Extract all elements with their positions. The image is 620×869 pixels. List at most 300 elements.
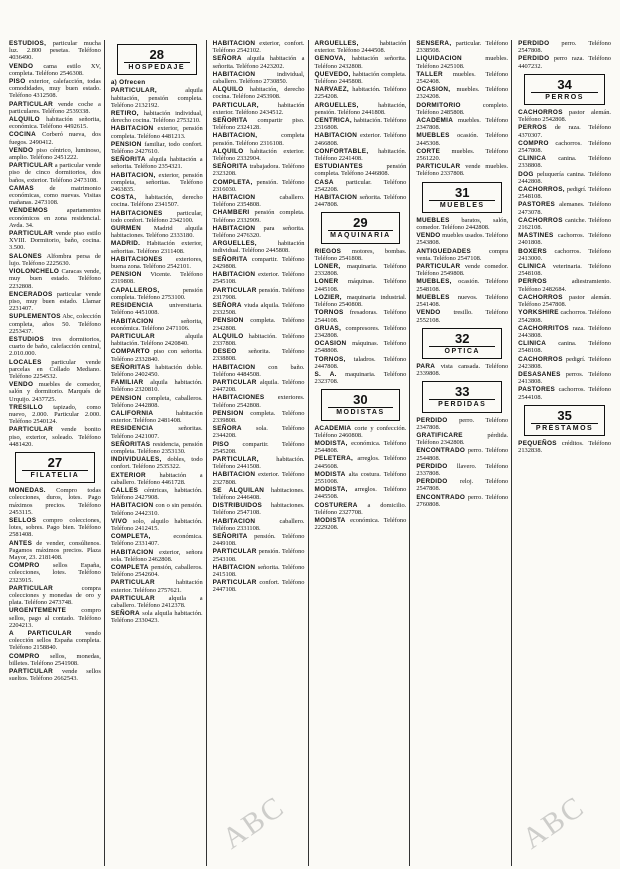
ad-lead: MODISTA xyxy=(314,516,346,524)
ad-lead: CACHORROS xyxy=(518,216,563,224)
ad-text: taladros. Teléfono 2447808. xyxy=(314,355,407,370)
classified-ad xyxy=(416,117,508,131)
ad-lead: SENSERA, xyxy=(416,40,452,47)
ad-lead: CALIFORNIA xyxy=(110,409,154,417)
ad-text: pensión. Teléfono 2543108. xyxy=(212,548,305,563)
classified-ad xyxy=(315,371,407,385)
ad-text: maquinaria industrial. Teléfono 2540808. xyxy=(314,293,407,309)
ad-text: cachorros. Teléfono 2544108. xyxy=(518,386,611,401)
ad-lead: SEÑORA xyxy=(212,425,242,433)
ad-lead: PARTICULAR xyxy=(9,668,54,676)
ad-text: pensión. Teléfono 2316030. xyxy=(212,178,305,193)
ad-lead: HABITACION xyxy=(212,194,256,202)
ad-text: pensión completa. Teléfono 2446808. xyxy=(314,163,407,178)
ad-lead: PARTICULAR xyxy=(9,100,54,108)
ad-text: trabajadora. Teléfono 2323208. xyxy=(212,163,305,178)
classified-ad xyxy=(315,248,407,262)
classified-ad xyxy=(416,71,508,85)
ad-lead: RIEGOS xyxy=(314,247,342,255)
classified-ad xyxy=(518,155,611,169)
ad-lead: MUEBLES xyxy=(416,216,450,224)
ad-text: compartir. Teléfono 2429808. xyxy=(212,255,305,270)
ad-lead: ACADEMIA xyxy=(416,117,454,125)
ad-text: Compro todas colecciones, duros, lotes. Pago máximos precios. Teléfono 2453115. xyxy=(9,487,101,516)
ad-lead: ANTIGUEDADES xyxy=(416,247,472,255)
ad-text: exterior, pensión completa. Teléfono 4481213. xyxy=(110,125,203,140)
ad-text: de vender, consúltenos. Pagamos máximos precios. Plaza Mayor, 23. 2181408. xyxy=(9,539,101,561)
ad-text: reloj. Teléfono 2547808. xyxy=(416,478,509,493)
ad-text: vende coche a particulares. Teléfono 2539338. xyxy=(9,100,101,115)
ad-text: tapizado, como nuevo, 2.000. Particular 2.000. Teléfono 2540124. xyxy=(9,403,101,426)
ad-text: completo. Teléfono 2485808. xyxy=(416,101,509,116)
ad-text: habitaciones. Teléfono 2547108. xyxy=(212,502,305,517)
ad-text: cachorros. Teléfono 2542808. xyxy=(518,309,612,324)
classified-ad xyxy=(213,456,305,470)
classified-ad xyxy=(315,340,407,354)
ad-text: completa pensión. Teléfono 2316108. xyxy=(212,132,305,147)
ad-lead: PERDIDO xyxy=(518,40,550,47)
classified-ad xyxy=(213,71,305,85)
ad-text: maquinaria. Teléfono 2323708. xyxy=(314,370,407,386)
ad-text: perro raza. Teléfono 4407232. xyxy=(518,55,611,70)
ad-lead: PERDIDO xyxy=(518,55,550,63)
ad-text: baratos, salón, comedor. Teléfono 2442808. xyxy=(416,216,509,232)
classified-ad xyxy=(9,426,101,448)
classified-ad xyxy=(213,163,305,177)
classified-ad xyxy=(9,268,101,290)
ad-lead: CLINICA xyxy=(518,155,547,163)
ad-text: habitación. Teléfono 2254208. xyxy=(314,86,407,101)
classified-ad xyxy=(9,63,101,77)
ad-lead: PASTORES xyxy=(518,386,556,394)
classified-ad xyxy=(315,55,407,69)
classified-ad xyxy=(518,186,611,200)
ad-text: perro. Teléfono 2547808. xyxy=(518,40,611,55)
classified-ad xyxy=(416,463,508,477)
classified-ad xyxy=(315,455,407,469)
ad-lead: MUEBLES xyxy=(416,132,450,140)
classified-ad xyxy=(111,348,203,362)
section-number: 34 xyxy=(557,76,572,92)
ad-text: pensión completa. Teléfono 2332909. xyxy=(212,209,305,224)
classified-ad xyxy=(9,78,101,100)
section-header xyxy=(15,452,95,483)
ad-lead: EXTERIOR xyxy=(110,471,146,479)
classified-ad xyxy=(213,364,305,378)
ad-lead: MONEDAS. xyxy=(9,487,46,495)
ad-lead: ACADEMIA xyxy=(314,424,352,432)
classified-ad xyxy=(9,131,101,145)
classified-ad xyxy=(416,163,508,177)
ad-lead: SUPLEMENTOS xyxy=(9,313,61,321)
ad-text: alquila. Teléfono 2447208. xyxy=(212,378,305,394)
ad-lead: COCINA xyxy=(9,131,37,139)
ad-lead: PARTICULAR xyxy=(9,162,54,170)
ad-lead: LOZIER, xyxy=(314,293,342,301)
classified-ad xyxy=(213,256,305,270)
ad-text: ocasión. Teléfono 2548108. xyxy=(416,278,509,293)
ad-lead: ENCONTRADO xyxy=(416,447,466,455)
ad-text: particular. Teléfono 2542208. xyxy=(314,178,407,193)
classified-ad xyxy=(518,40,611,54)
classified-ad xyxy=(111,110,203,124)
ad-text: habitación individual, derecho cocina. Teléfono 2753210. xyxy=(110,110,203,125)
ad-lead: CORTE xyxy=(416,147,441,155)
classified-ad xyxy=(315,356,407,370)
ad-text: alquila habitación. Teléfono 2420840. xyxy=(110,332,203,348)
ad-text: cama estilo XV, completa. Teléfono 2546308. xyxy=(9,62,101,77)
section-title: PERROS xyxy=(531,92,598,101)
ad-lead: RESIDENCIA xyxy=(110,302,154,310)
classified-ad xyxy=(315,179,407,193)
ad-lead: ENCERADOS xyxy=(9,290,53,298)
ad-text: señorita, económica. Teléfono 2471106. xyxy=(110,317,203,332)
ad-text: económica. Teléfono 2331407. xyxy=(110,533,203,548)
ad-text: compartir. Teléfono 2545208. xyxy=(212,440,305,455)
ad-text: de matrimonio económicas, como nuevas. Visitas mañanas. 2473108. xyxy=(9,184,101,207)
ad-text: pastor alemán. Teléfono 2542808. xyxy=(518,109,611,124)
ad-lead: VENDO xyxy=(9,146,34,154)
classified-ad xyxy=(213,533,305,547)
classified-ad xyxy=(111,302,203,316)
classified-ad xyxy=(111,333,203,347)
ad-text: Vicente. Teléfono 2319808. xyxy=(110,271,203,286)
ad-lead: CACHORRITOS xyxy=(518,324,569,332)
ad-lead: PARTICULAR xyxy=(110,579,155,587)
ad-text: habitación señorita, económica. Teléfono 4492615. xyxy=(9,116,101,131)
ad-lead: A PARTICULAR xyxy=(9,630,72,638)
ad-text: pedigrí. Teléfono 2423808. xyxy=(518,355,611,370)
ad-lead: GENOVA, xyxy=(314,55,346,63)
ad-lead: CLINICA xyxy=(518,340,547,348)
classified-ad xyxy=(416,278,508,292)
ad-text: señorita. Teléfono 2447808. xyxy=(314,194,407,209)
classified-ad xyxy=(213,117,305,131)
ad-text: alemanes. Teléfono 2473078. xyxy=(518,201,611,216)
ad-text: vende comedor. Teléfono 2549808. xyxy=(416,263,509,278)
ad-lead: ARGUELLES, xyxy=(212,240,257,248)
ad-lead: PISO xyxy=(9,78,26,86)
ad-lead: PENSION xyxy=(110,394,142,402)
classified-ad xyxy=(518,340,611,354)
classified-ad xyxy=(111,87,203,109)
classified-ad xyxy=(518,109,611,123)
classified-ad xyxy=(111,395,203,409)
ad-lead: LONER xyxy=(314,278,339,286)
ad-text: dobles, todo confort. Teléfono 2535322. xyxy=(110,456,203,471)
section-header xyxy=(422,328,502,359)
section-number: 31 xyxy=(455,184,470,200)
ad-lead: PARTICULAR xyxy=(9,230,54,238)
column-6 xyxy=(515,40,614,866)
ad-text: particular vende parcelas en Collado Mediano. Teléfono 2254532. xyxy=(9,358,101,380)
ad-text: habitación individual. Teléfono 2445808. xyxy=(212,240,305,255)
classified-ad xyxy=(213,394,305,408)
classified-ad xyxy=(213,579,305,593)
ad-text: individual, caballero. Teléfono 2730850. xyxy=(212,70,305,86)
classified-ad xyxy=(315,194,407,208)
ad-text: señorita. Teléfono 2415108. xyxy=(212,563,305,579)
classified-ad xyxy=(315,325,407,339)
ad-lead: CENTRICA, xyxy=(314,117,352,125)
classified-ad xyxy=(9,404,101,426)
ad-lead: HABITACION xyxy=(110,317,154,325)
section-title: PRÉSTAMOS xyxy=(531,423,598,432)
ad-lead: TRESILLO xyxy=(9,403,43,411)
classified-ad xyxy=(9,630,101,652)
classified-ad xyxy=(9,607,101,629)
section-title: MODISTAS xyxy=(328,407,394,416)
ad-lead: COMPLETA xyxy=(110,564,149,571)
ad-text: arreglos. Teléfono 2445608. xyxy=(314,455,407,470)
classified-ad xyxy=(416,86,508,100)
ad-lead: LIQUIDACION xyxy=(416,55,462,63)
classified-ad xyxy=(111,564,203,578)
ad-text: señoritas. Teléfono 2421007. xyxy=(110,425,203,440)
ad-text: caballero. Teléfono 2331108. xyxy=(212,517,305,532)
ad-lead: a) Ofrecen xyxy=(110,79,146,87)
classified-ad xyxy=(518,294,611,308)
classified-ad xyxy=(111,441,203,455)
ad-lead: SEÑORITA xyxy=(212,163,248,171)
ad-lead: PERDIDO xyxy=(416,462,448,470)
classified-ad xyxy=(213,410,305,424)
classified-ad xyxy=(111,194,203,208)
ad-lead: COSTA, xyxy=(110,194,137,202)
ad-lead: URGENTEMENTE xyxy=(9,607,67,615)
classified-ad xyxy=(518,232,611,246)
ad-text: compartir piso. Teléfono 2324128. xyxy=(212,117,305,132)
classified-ad xyxy=(111,287,203,301)
classified-ad xyxy=(213,271,305,285)
classified-ad xyxy=(315,86,407,100)
ad-text: ocasión. Teléfono 2445308. xyxy=(416,132,509,147)
ad-text: vende bonito piso, exterior, soleado. Teléfono 4481420. xyxy=(9,426,101,448)
ad-text: Corberó nueva, dos fuegos. 2490412. xyxy=(9,131,101,146)
classified-ad xyxy=(416,417,508,431)
classified-ad xyxy=(111,502,203,516)
ad-lead: BOXERS xyxy=(518,247,547,255)
ad-text: compro sellos, pago al contado. Teléfono 2204213. xyxy=(9,607,101,629)
ad-lead: COMPARTO xyxy=(110,348,150,356)
ad-text: pérdida. Teléfono 2342808. xyxy=(416,431,509,447)
ad-text: particular. Teléfono 2338508. xyxy=(416,40,509,55)
ad-lead: FAMILIAR xyxy=(110,379,144,387)
section-number: 33 xyxy=(455,384,470,400)
classified-ad xyxy=(9,540,101,562)
classified-ad xyxy=(9,487,101,516)
ad-lead: SEÑORA xyxy=(212,301,242,309)
ad-text: tresillo. Teléfono 2552108. xyxy=(416,309,509,324)
ad-text: apartamentos económicos en zona residencial. Avda. 34. xyxy=(9,207,101,229)
ad-text: máquinas. Teléfono 2445108. xyxy=(314,278,407,293)
classified-ad xyxy=(213,55,305,69)
classified-ad xyxy=(111,533,203,547)
ad-lead: SE ALQUILAN xyxy=(212,486,265,494)
ad-lead: CONFORTABLE, xyxy=(314,147,369,155)
ad-lead: DESEO xyxy=(212,348,237,356)
ad-text: pastor alemán. Teléfono 2547808. xyxy=(518,293,611,309)
ad-text: exterior, calefacción, todas comodidades, muy buen estado. Teléfono 4312508. xyxy=(9,78,101,100)
ad-lead: SEÑORITA xyxy=(212,255,248,263)
ad-lead: VENDO xyxy=(9,62,34,70)
ad-text: a domicilio. Teléfono 2327708. xyxy=(314,501,407,516)
classified-ad xyxy=(518,55,611,69)
classified-ad xyxy=(213,179,305,193)
classified-ad xyxy=(518,371,611,385)
ad-lead: CACHORROS xyxy=(518,293,563,301)
ad-lead: PENSION xyxy=(212,317,244,325)
classified-ad xyxy=(518,309,611,323)
ad-lead: PELETERA, xyxy=(314,455,354,463)
classified-ad xyxy=(111,364,203,378)
ad-lead: COMPLETA, xyxy=(212,178,253,186)
ad-text: vende piso estilo XVIII. Dormitorio, baño, cocina. 3.500. xyxy=(9,230,101,252)
ad-text: económica. Teléfono 2544808. xyxy=(314,439,407,455)
classified-ad xyxy=(9,517,101,539)
ad-text: Madrid alquila habitaciones. Teléfono 2333180. xyxy=(110,225,203,240)
column-1 xyxy=(6,40,105,866)
classified-ad xyxy=(518,440,611,454)
classified-ad xyxy=(213,132,305,146)
ad-lead: VIOLONCHELO xyxy=(9,268,60,276)
classified-ad xyxy=(315,163,407,177)
ad-text: exterior. Teléfono 2466808. xyxy=(314,132,407,147)
ad-lead: ESTUDIOS, xyxy=(9,40,47,47)
ad-text: vendo colección sellos España completa. Teléfono 2158840. xyxy=(9,630,101,652)
classified-ad xyxy=(315,148,407,162)
ad-lead: NARVAEZ, xyxy=(314,86,349,94)
ad-lead: MASTINES xyxy=(518,232,554,240)
classified-ad xyxy=(416,432,508,446)
classified-ad xyxy=(111,172,203,194)
ad-text: cachorros. Teléfono 2547808. xyxy=(518,139,611,155)
classified-ad xyxy=(213,471,305,485)
classified-ad xyxy=(111,487,203,501)
ad-text: habitación exterior. Teléfono 2434512. xyxy=(212,101,305,116)
ad-lead: S. A. xyxy=(314,370,337,378)
classified-ad xyxy=(315,471,407,485)
ad-text: vista cansada. Teléfono 2339808. xyxy=(416,362,509,378)
classified-ad xyxy=(416,447,508,461)
ad-text: alquila habitación a señorita. Teléfono 2423202. xyxy=(212,55,305,70)
ad-lead: SEÑORITAS xyxy=(110,440,151,448)
ad-lead: PENSION xyxy=(110,271,142,279)
classified-ad xyxy=(416,248,508,262)
ad-lead: PENSION xyxy=(212,409,244,417)
ad-text: habitación. Teléfono 2337808. xyxy=(212,332,305,347)
ad-lead: YORKSHIRE xyxy=(518,309,559,317)
ad-lead: LOCALES xyxy=(9,358,42,366)
ad-text: fresadoras. Teléfono 2544108. xyxy=(314,309,407,324)
ad-text: canina. Teléfono 2548108. xyxy=(518,340,611,355)
ad-lead: ALQUILO xyxy=(9,116,40,124)
ad-text: Alfombra persa de lujo. Teléfono 2225630. xyxy=(9,252,101,267)
ad-text: económica. Teléfono 2229208. xyxy=(314,516,407,532)
ad-lead: PARTICULAR xyxy=(212,579,257,587)
classified-ad xyxy=(111,156,203,170)
classified-ad xyxy=(416,132,508,146)
ad-lead: PERDIDO xyxy=(416,478,448,486)
classified-ad xyxy=(518,140,611,154)
ad-lead: ARGUELLES, xyxy=(314,101,359,109)
ad-lead: VIVO xyxy=(110,517,128,525)
ad-text: alquila a caballero. Teléfono 2412378. xyxy=(110,594,203,610)
section-title: HOSPEDAJE xyxy=(124,62,190,71)
ad-text: exterior. Teléfono 2327808. xyxy=(212,471,305,486)
classified-ad xyxy=(111,610,203,624)
classified-ad xyxy=(416,478,508,492)
ad-lead: SEÑORITA xyxy=(110,156,146,164)
section-header xyxy=(422,381,502,412)
ad-lead: PARTICULAR xyxy=(416,263,461,271)
ad-lead: GRATIFICARE xyxy=(416,431,463,439)
classified-ad xyxy=(111,240,203,254)
ad-lead: CALLES xyxy=(110,486,139,494)
classified-ad xyxy=(9,653,101,667)
ad-lead: PARTICULAR xyxy=(416,163,461,171)
classified-ad xyxy=(416,309,508,323)
classified-ad xyxy=(416,102,508,116)
ad-lead: ALQUILO xyxy=(212,86,244,94)
ad-text: de raza. Teléfono 4370307. xyxy=(518,124,611,139)
ad-text: sellos España, colecciones, lotes. Teléfono 2323915. xyxy=(9,562,101,584)
ad-lead: HABITACION xyxy=(212,471,256,479)
ad-text: señorita. Teléfono 2338808. xyxy=(212,348,305,363)
ad-lead: PERDIDO xyxy=(416,416,448,424)
column-5 xyxy=(413,40,512,866)
ad-text: confort. Teléfono 2447108. xyxy=(212,579,305,594)
classified-ad xyxy=(315,278,407,292)
ad-lead: HABITACION xyxy=(314,132,358,140)
ad-text: habitación exterior. Teléfono 2481408. xyxy=(110,409,203,425)
section-header xyxy=(321,389,401,420)
ad-lead: LONER, xyxy=(314,263,341,271)
classified-ad xyxy=(111,79,203,86)
ad-text: para señorita. Teléfono 2476320. xyxy=(212,224,305,240)
ad-lead: CLINICA xyxy=(518,263,547,271)
ad-text: pensión. Teléfono 2317908. xyxy=(212,286,305,301)
ad-text: pensión completa. Teléfono 2753100. xyxy=(110,286,203,301)
ad-text: exterior, señora sola. Teléfono 2462808. xyxy=(110,548,203,563)
ad-text: habitación a caballero. Teléfono 4461728. xyxy=(110,471,203,486)
ad-lead: MODISTA, xyxy=(314,486,348,494)
section-number: 30 xyxy=(353,392,368,408)
ad-lead: INDIVIDUALES, xyxy=(110,456,162,464)
ad-lead: MODISTA, xyxy=(314,439,348,447)
ad-lead: SEÑORA xyxy=(212,55,242,63)
ad-lead: SELLOS xyxy=(9,516,37,524)
classified-ad xyxy=(111,472,203,486)
ad-lead: MADRID. xyxy=(110,240,141,248)
section-title: FILATELIA xyxy=(22,470,88,479)
ad-lead: PARTICULAR, xyxy=(110,87,157,95)
ad-lead: HABITACION xyxy=(212,271,256,279)
ad-lead: COSTURERA xyxy=(314,501,358,509)
classified-ad xyxy=(518,325,611,339)
ad-text: completa. Teléfono 2342808. xyxy=(212,317,305,332)
classified-ad xyxy=(416,363,508,377)
ad-lead: CAMAS xyxy=(9,184,34,192)
ad-lead: RETIRO, xyxy=(110,110,139,118)
ad-text: sellos, monedas, billetes. Teléfono 2541908. xyxy=(9,652,101,667)
classified-ad xyxy=(518,263,611,277)
classified-ad xyxy=(315,263,407,277)
classified-ad xyxy=(416,232,508,246)
ad-lead: HABITACION xyxy=(110,548,154,556)
classified-ad xyxy=(518,201,611,215)
section-number: 27 xyxy=(47,454,63,470)
